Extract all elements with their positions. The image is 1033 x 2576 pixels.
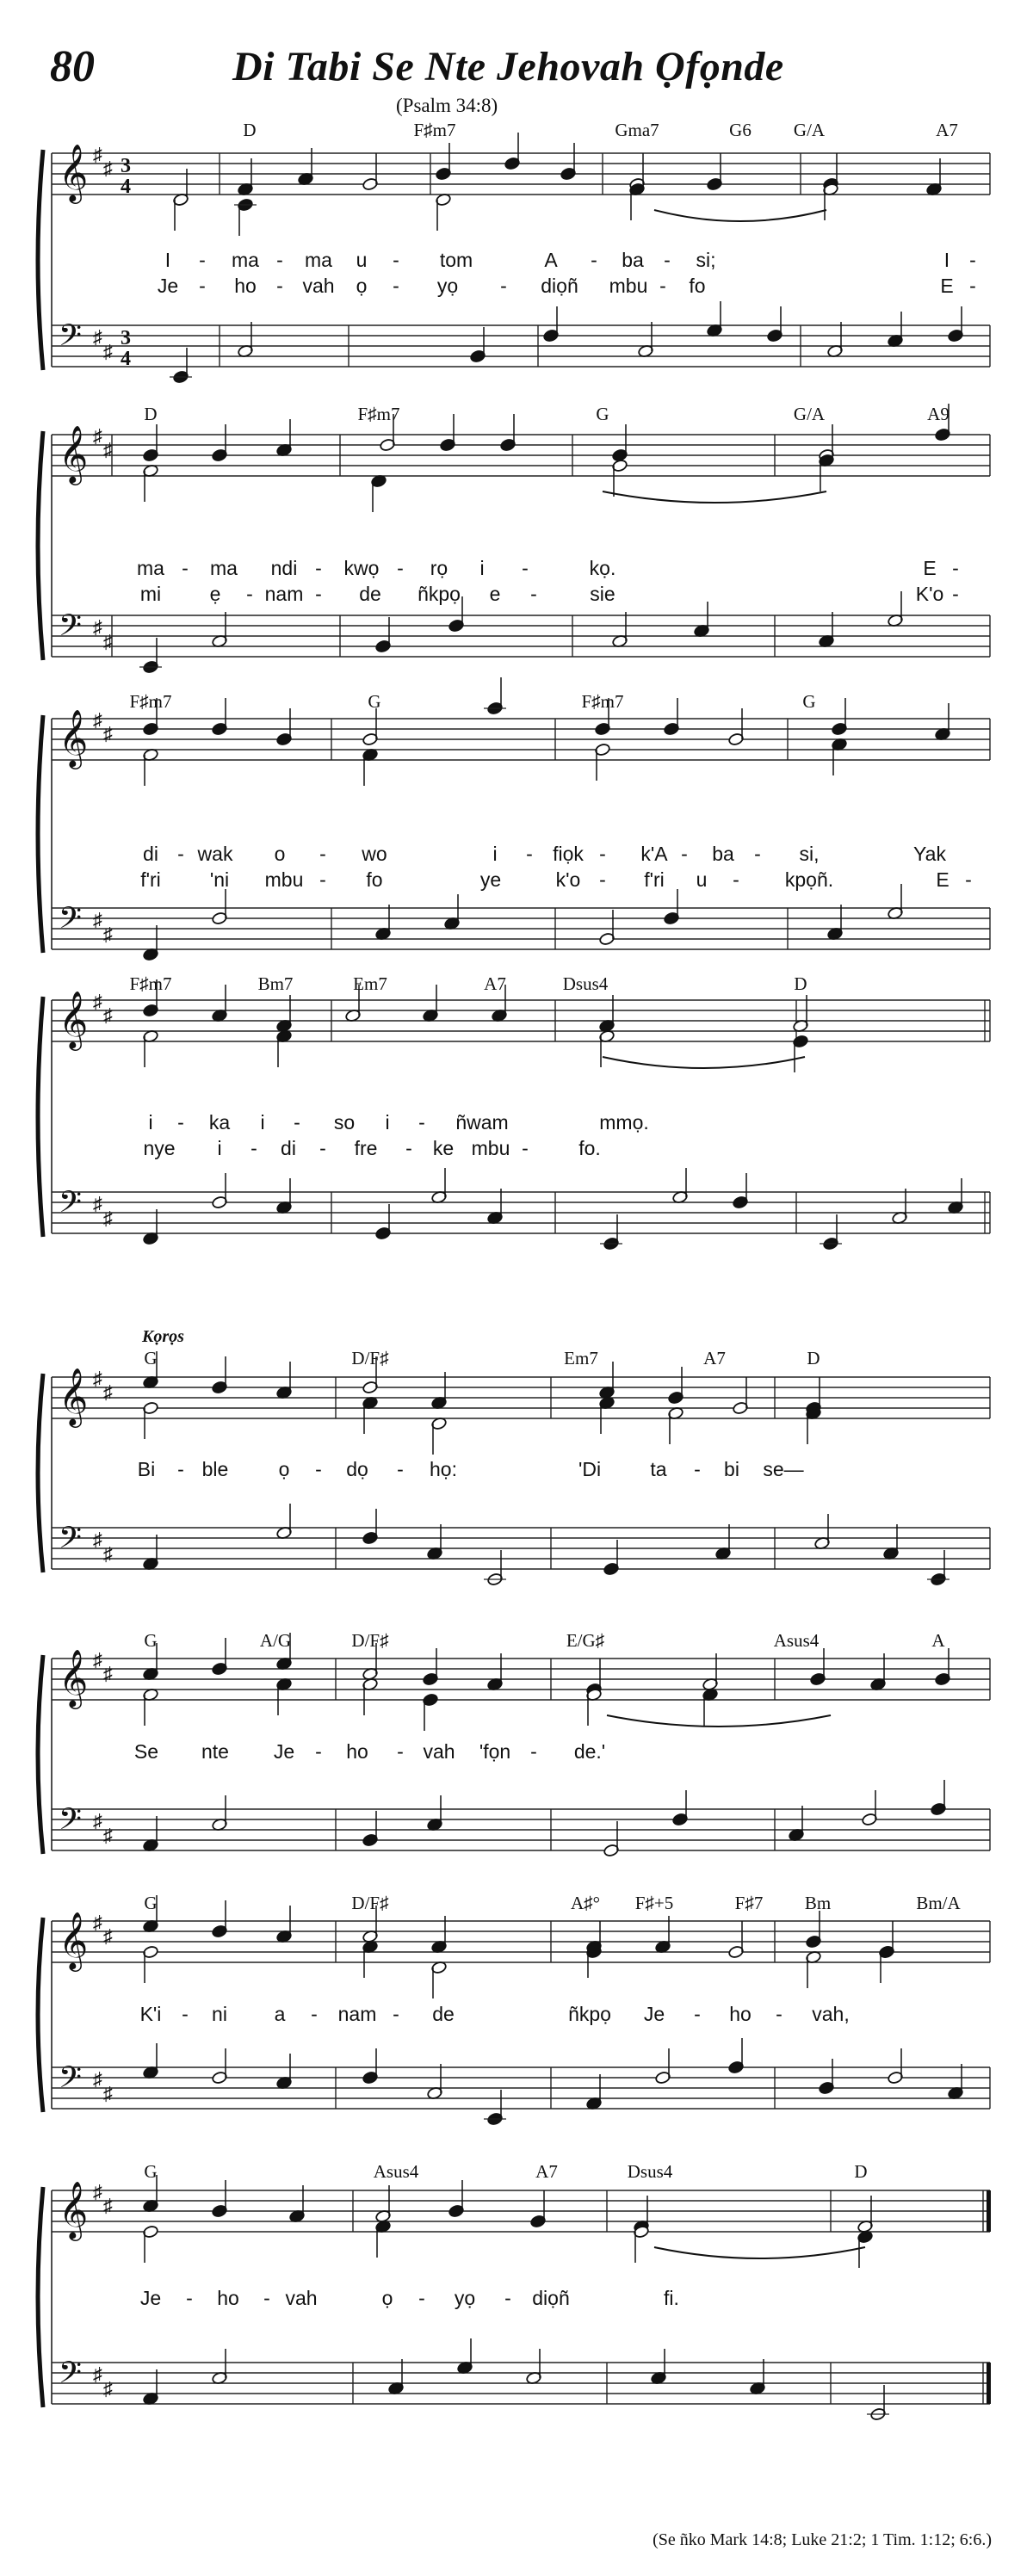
lyric-syllable-verse1: I — [943, 249, 950, 271]
treble-staff — [52, 709, 990, 769]
lyric-syllable-verse1: nte — [201, 1740, 229, 1763]
lyric-syllable-verse1: ba — [622, 249, 644, 271]
lyric-syllable-verse1: - — [294, 1111, 300, 1134]
time-signature-bottom: 4 — [121, 348, 131, 370]
lyric-syllable-verse2: 'ni — [209, 868, 230, 891]
treble-staff — [52, 1368, 990, 1428]
lyric-syllable-verse2: ẹ — [209, 583, 221, 605]
lyric-syllable-verse2: E — [940, 275, 954, 297]
sharp-icon: ♯ — [93, 1649, 102, 1671]
chord-symbol: D — [794, 973, 807, 994]
tie-arc — [654, 210, 826, 221]
sharp-icon: ♯ — [103, 158, 113, 179]
lyric-syllable-verse1: - — [315, 1458, 322, 1480]
lyric-syllable-verse1: - — [177, 1458, 184, 1480]
lyric-syllable-verse1: vah — [285, 2287, 318, 2309]
lyric-syllable-verse1: 'Di — [578, 1458, 602, 1480]
chord-symbol: F♯m7 — [357, 404, 400, 424]
sharp-icon: ♯ — [103, 2195, 113, 2216]
chord-symbol: G/A — [793, 120, 826, 140]
lyric-syllable-verse1: - — [591, 249, 597, 271]
chord-symbol: G6 — [729, 120, 752, 140]
lyric-syllable-verse1: kwọ — [343, 557, 380, 579]
sharp-icon: ♯ — [103, 1543, 113, 1565]
sharp-icon: ♯ — [93, 1193, 102, 1214]
lyric-syllable-verse2: - — [599, 868, 606, 891]
tie-arc — [654, 2247, 865, 2258]
lyric-syllable-verse1: si, — [799, 843, 820, 865]
chord-symbol: A/G — [259, 1630, 292, 1651]
time-signature-top: 3 — [121, 155, 131, 177]
bass-clef-icon: 𝄢 — [59, 903, 83, 942]
lyric-syllable-verse1: - — [681, 843, 688, 865]
lyric-syllable-verse1: E — [923, 557, 937, 579]
system-6 — [38, 1633, 990, 1857]
lyric-syllable-verse2: mbu — [264, 868, 304, 891]
lyric-syllable-verse2: mbu — [609, 275, 648, 297]
chord-symbol: F♯m7 — [581, 691, 624, 712]
lyric-syllable-verse2: i — [217, 1137, 222, 1159]
lyric-syllable-verse2: fo — [689, 275, 706, 297]
brace-icon — [38, 997, 43, 1237]
lyric-syllable-verse1: ọ — [381, 2287, 393, 2309]
lyric-syllable-verse1: dọ — [346, 1458, 368, 1480]
lyric-syllable-verse2: - — [733, 868, 739, 891]
treble-clef-icon: 𝄞 — [59, 991, 89, 1047]
chord-symbol: E/G♯ — [566, 1630, 605, 1651]
lyric-syllable-verse2: de — [359, 583, 381, 605]
lyric-syllable-verse2: ho — [234, 275, 257, 297]
bass-clef-icon: 𝄢 — [59, 610, 83, 650]
lyric-syllable-verse1: rọ — [430, 557, 448, 579]
lyric-syllable-verse1: - — [311, 2003, 318, 2025]
chord-symbol: Bm7 — [257, 973, 294, 994]
lyric-syllable-verse2: - — [952, 583, 959, 605]
chord-symbol: A♯° — [570, 1893, 601, 1913]
lyric-syllable-verse1: k'A — [640, 843, 668, 865]
chord-symbol: D — [807, 1348, 820, 1368]
lyric-syllable-verse1: - — [397, 1458, 404, 1480]
chord-symbol: D/F♯ — [351, 1630, 389, 1651]
chord-symbol: A — [931, 1630, 945, 1651]
lyric-syllable-verse1: - — [599, 843, 606, 865]
lyric-syllable-verse1: ñwam — [455, 1111, 509, 1134]
bass-staff — [52, 1804, 990, 1850]
lyric-syllable-verse2: K'o — [915, 583, 944, 605]
lyric-syllable-verse1: - — [182, 557, 189, 579]
lyric-syllable-verse2: k'o — [555, 868, 581, 891]
lyric-syllable-verse2: - — [319, 868, 326, 891]
sharp-icon: ♯ — [103, 631, 113, 652]
lyric-syllable-verse2: - — [405, 1137, 412, 1159]
system-3 — [38, 677, 990, 961]
hymn-title: Di Tabi Se Nte Jehovah Ọfọnde — [232, 44, 784, 90]
sharp-icon: ♯ — [103, 2083, 113, 2104]
treble-clef-icon: 𝄞 — [59, 145, 89, 201]
lyric-syllable-verse1: fi. — [664, 2287, 679, 2309]
lyric-syllable-verse2: - — [530, 583, 537, 605]
lyric-syllable-verse1: ma — [210, 557, 238, 579]
sharp-icon: ♯ — [103, 1825, 113, 1846]
lyric-syllable-verse1: - — [504, 2287, 511, 2309]
lyric-syllable-verse1: - — [694, 2003, 701, 2025]
lyric-syllable-verse1: A — [544, 249, 558, 271]
lyric-syllable-verse1: - — [319, 843, 326, 865]
lyric-syllable-verse1: - — [418, 1111, 425, 1134]
lyric-syllable-verse1: ndi — [270, 557, 298, 579]
lyric-syllable-verse1: ọ — [278, 1458, 290, 1480]
lyric-syllable-verse1: Je — [273, 1740, 295, 1763]
chord-symbol: G — [144, 1630, 158, 1651]
lyric-syllable-verse1: u — [356, 249, 368, 271]
lyric-syllable-verse1: - — [952, 557, 959, 579]
treble-staff — [52, 1912, 990, 1972]
lyric-syllable-verse2: - — [199, 275, 206, 297]
sharp-icon: ♯ — [93, 2363, 102, 2385]
chord-symbol: F♯7 — [734, 1893, 764, 1913]
chord-symbol: Dsus4 — [562, 973, 609, 994]
treble-staff — [52, 991, 990, 1051]
lyric-syllable-verse2: - — [659, 275, 666, 297]
sharp-icon: ♯ — [103, 723, 113, 744]
sharp-icon: ♯ — [103, 1004, 113, 1026]
bass-clef-icon: 𝄢 — [59, 2062, 83, 2102]
lyric-syllable-verse1: họ: — [430, 1458, 457, 1480]
treble-staff — [52, 425, 990, 485]
lyric-syllable-verse2: kpọñ. — [784, 868, 834, 891]
lyric-syllable-verse2: - — [315, 583, 322, 605]
sharp-icon: ♯ — [103, 341, 113, 362]
lyric-syllable-verse1: - — [397, 557, 404, 579]
chord-symbol: F♯m7 — [413, 120, 456, 140]
chord-symbol: D — [854, 2161, 868, 2182]
lyric-syllable-verse1: si; — [696, 249, 716, 271]
lyric-syllable-verse2: f'ri — [644, 868, 665, 891]
tie-arc — [607, 1715, 831, 1727]
sharp-icon: ♯ — [93, 2181, 102, 2202]
bass-staff — [52, 610, 990, 657]
lyric-syllable-verse2: - — [393, 275, 399, 297]
lyric-syllable-verse1: bi — [724, 1458, 739, 1480]
lyric-syllable-verse1: mmọ. — [599, 1111, 649, 1134]
chord-symbol: F♯m7 — [129, 691, 172, 712]
lyric-syllable-verse2: yọ — [436, 275, 459, 297]
bass-clef-icon: 𝄢 — [59, 2357, 83, 2397]
lyric-syllable-verse1: Bi — [137, 1458, 156, 1480]
lyric-syllable-verse2: - — [965, 868, 972, 891]
lyric-syllable-verse1: vah, — [812, 2003, 850, 2025]
lyric-syllable-verse1: kọ. — [589, 557, 616, 579]
lyric-syllable-verse2: fo — [366, 868, 383, 891]
sharp-icon: ♯ — [93, 1529, 102, 1550]
bass-staff — [52, 2357, 991, 2404]
system-8 — [38, 2175, 991, 2421]
chord-symbol: D/F♯ — [351, 1348, 389, 1368]
lyric-syllable-verse1: so — [333, 1111, 356, 1134]
brace-icon — [38, 2187, 43, 2407]
lyric-syllable-verse2: fo. — [578, 1137, 601, 1159]
bass-clef-icon: 𝄢 — [59, 320, 83, 360]
brace-icon — [38, 1655, 43, 1854]
lyric-syllable-verse1: yọ — [454, 2287, 476, 2309]
treble-staff — [52, 144, 990, 204]
lyric-syllable-verse1: ble — [201, 1458, 229, 1480]
lyric-syllable-verse2: ñkpọ — [418, 583, 461, 605]
chord-symbol: A7 — [484, 973, 506, 994]
lyric-syllable-verse1: i — [479, 557, 485, 579]
lyric-syllable-verse2: nye — [143, 1137, 176, 1159]
lyric-syllable-verse1: de — [432, 2003, 455, 2025]
lyric-syllable-verse1: 'fọn — [479, 1740, 511, 1763]
sharp-icon: ♯ — [93, 1912, 102, 1933]
lyric-syllable-verse1: i — [492, 843, 498, 865]
chord-symbol: F♯m7 — [129, 973, 172, 994]
sharp-icon: ♯ — [93, 1368, 102, 1389]
lyric-syllable-verse2: mi — [139, 583, 162, 605]
sharp-icon: ♯ — [103, 1663, 113, 1684]
lyric-syllable-verse2: - — [251, 1137, 257, 1159]
lyric-syllable-verse1: K'i — [139, 2003, 162, 2025]
bass-clef-icon: 𝄢 — [59, 1187, 83, 1226]
lyric-syllable-verse2: sie — [590, 583, 615, 605]
treble-clef-icon: 𝄞 — [59, 710, 89, 766]
treble-staff — [52, 1649, 990, 1709]
chord-symbol: A7 — [535, 2161, 558, 2182]
tie-arc — [603, 1057, 805, 1068]
lyric-syllable-verse1: ni — [212, 2003, 227, 2025]
lyric-syllable-verse2: nam — [264, 583, 304, 605]
lyric-syllable-verse2: f'ri — [140, 868, 161, 891]
lyric-syllable-verse1: i — [148, 1111, 153, 1134]
lyric-syllable-verse1: ka — [208, 1111, 231, 1134]
lyric-syllable-verse2: ye — [479, 868, 502, 891]
lyric-syllable-verse1: - — [397, 1740, 404, 1763]
chord-symbol: G — [144, 1893, 158, 1913]
lyric-syllable-verse1: - — [182, 2003, 189, 2025]
tie-arc — [603, 491, 826, 503]
final-bar-line — [987, 2363, 991, 2404]
hymn-number: 80 — [50, 42, 95, 91]
treble-clef-icon: 𝄞 — [59, 1650, 89, 1706]
lyric-syllable-verse2: di — [281, 1137, 296, 1159]
lyric-syllable-verse1: - — [393, 2003, 399, 2025]
lyric-syllable-verse1: ma — [232, 249, 259, 271]
lyric-syllable-verse1: - — [186, 2287, 193, 2309]
chord-symbol: F♯+5 — [634, 1893, 674, 1913]
lyric-syllable-verse2: - — [246, 583, 253, 605]
lyric-syllable-verse2: fre — [354, 1137, 378, 1159]
lyric-syllable-verse1: - — [530, 1740, 537, 1763]
lyric-syllable-verse1: ta — [650, 1458, 667, 1480]
sharp-icon: ♯ — [93, 144, 102, 165]
lyric-syllable-verse1: ho — [217, 2287, 239, 2309]
chord-symbol: G — [144, 1348, 158, 1368]
bass-clef-icon: 𝄢 — [59, 1804, 83, 1844]
lyric-syllable-verse1: - — [263, 2287, 270, 2309]
lyric-syllable-verse2: mbu — [471, 1137, 510, 1159]
lyric-syllable-verse2: E — [936, 868, 949, 891]
lyric-syllable-verse1: - — [276, 249, 283, 271]
sharp-icon: ♯ — [103, 439, 113, 460]
chord-symbol: G — [368, 691, 381, 712]
lyric-syllable-verse1: di — [143, 843, 158, 865]
sharp-icon: ♯ — [93, 991, 102, 1012]
lyric-syllable-verse1: ma — [137, 557, 164, 579]
sharp-icon: ♯ — [103, 1925, 113, 1947]
lyric-syllable-verse1: wo — [362, 843, 387, 865]
chord-symbol: G — [802, 691, 816, 712]
chord-symbol: G — [144, 2161, 158, 2182]
lyric-syllable-verse1: nam — [337, 2003, 377, 2025]
lyric-syllable-verse2: - — [276, 275, 283, 297]
lyric-syllable-verse1: tom — [439, 249, 473, 271]
lyric-syllable-verse1: de.' — [573, 1740, 606, 1763]
lyric-syllable-verse1: - — [199, 249, 206, 271]
bass-staff — [52, 903, 990, 949]
sharp-icon: ♯ — [93, 616, 102, 638]
chord-symbol: A7 — [936, 120, 958, 140]
lyric-syllable-verse1: i — [385, 1111, 390, 1134]
chord-symbol: Bm/A — [916, 1893, 961, 1913]
lyric-syllable-verse1: ho — [346, 1740, 368, 1763]
chord-symbol: Em7 — [353, 973, 387, 994]
lyric-syllable-verse1: - — [393, 249, 399, 271]
chord-symbol: Dsus4 — [627, 2161, 673, 2182]
lyric-syllable-verse1: Yak — [913, 843, 946, 865]
bass-staff — [52, 2062, 990, 2109]
lyric-syllable-verse1: Je — [139, 2287, 162, 2309]
sharp-icon: ♯ — [103, 1208, 113, 1229]
sharp-icon: ♯ — [103, 2378, 113, 2400]
lyric-syllable-verse2: - — [522, 1137, 529, 1159]
lyric-syllable-verse1: ma — [305, 249, 332, 271]
lyric-syllable-verse1: - — [177, 843, 184, 865]
bass-staff — [52, 1187, 990, 1233]
lyric-syllable-verse1: - — [969, 249, 976, 271]
brace-icon — [38, 150, 43, 370]
treble-staff — [52, 2181, 991, 2241]
time-signature-bottom: 4 — [121, 176, 131, 198]
treble-clef-icon: 𝄞 — [59, 2182, 89, 2238]
chord-symbol: G — [596, 404, 609, 424]
lyric-syllable-verse1: - — [315, 557, 322, 579]
bass-staff — [52, 1523, 990, 1569]
bass-clef-icon: 𝄢 — [59, 1523, 83, 1562]
chord-symbol: A9 — [927, 404, 949, 424]
treble-clef-icon: 𝄞 — [59, 1368, 89, 1424]
chord-symbol: A7 — [703, 1348, 726, 1368]
lyric-syllable-verse1: se— — [763, 1458, 804, 1480]
lyric-syllable-verse2: u — [696, 868, 708, 891]
lyric-syllable-verse1: ho — [729, 2003, 752, 2025]
lyric-syllable-verse1: - — [177, 1111, 184, 1134]
lyric-syllable-verse1: diọñ — [532, 2287, 570, 2309]
lyric-syllable-verse1: wak — [197, 843, 233, 865]
sharp-icon: ♯ — [93, 909, 102, 930]
lyric-syllable-verse1: - — [315, 1740, 322, 1763]
lyric-syllable-verse2: Je — [157, 275, 179, 297]
chord-symbol: D — [144, 404, 158, 424]
sharp-icon: ♯ — [93, 1810, 102, 1832]
brace-icon — [38, 715, 43, 953]
chord-symbol: D — [243, 120, 257, 140]
lyric-syllable-verse1: o — [274, 843, 286, 865]
brace-icon — [38, 1918, 43, 2112]
lyric-syllable-verse2: ọ — [356, 275, 368, 297]
chord-symbol: G/A — [793, 404, 826, 424]
lyric-syllable-verse1: - — [664, 249, 671, 271]
brace-icon — [38, 431, 43, 660]
lyric-syllable-verse1: - — [522, 557, 529, 579]
lyric-syllable-verse1: Je — [643, 2003, 665, 2025]
lyric-syllable-verse1: - — [526, 843, 533, 865]
lyric-syllable-verse1: i — [260, 1111, 265, 1134]
lyric-syllable-verse1: - — [694, 1458, 701, 1480]
lyric-syllable-verse1: vah — [423, 1740, 455, 1763]
time-signature-top: 3 — [121, 327, 131, 349]
lyric-syllable-verse2: diọñ — [541, 275, 578, 297]
chord-symbol: Asus4 — [773, 1630, 820, 1651]
lyric-syllable-verse1: - — [418, 2287, 425, 2309]
chord-symbol: Gma7 — [615, 120, 659, 140]
sharp-icon: ♯ — [93, 326, 102, 348]
scripture-reference: (Psalm 34:8) — [396, 95, 498, 116]
treble-clef-icon: 𝄞 — [59, 1912, 89, 1968]
lyric-syllable-verse1: - — [776, 2003, 782, 2025]
lyric-syllable-verse2: vah — [302, 275, 335, 297]
lyric-syllable-verse1: I — [164, 249, 171, 271]
chord-symbol: Asus4 — [373, 2161, 419, 2182]
lyric-syllable-verse1: ñkpọ — [568, 2003, 611, 2025]
sharp-icon: ♯ — [93, 425, 102, 447]
sharp-icon: ♯ — [103, 924, 113, 945]
chord-symbol: D/F♯ — [351, 1893, 389, 1913]
lyric-syllable-verse1: ba — [712, 843, 734, 865]
system-1 — [38, 133, 990, 384]
chord-symbol: Bm — [804, 1893, 832, 1913]
sharp-icon: ♯ — [93, 2068, 102, 2090]
lyric-syllable-verse2: - — [319, 1137, 326, 1159]
lyric-syllable-verse1: - — [754, 843, 761, 865]
chord-symbol: Em7 — [564, 1348, 598, 1368]
lyric-syllable-verse1: Se — [133, 1740, 159, 1763]
brace-icon — [38, 1374, 43, 1572]
lyric-syllable-verse2: e — [489, 583, 501, 605]
bass-staff — [52, 320, 990, 370]
lyric-syllable-verse1: a — [274, 2003, 286, 2025]
section-label: Kọrọs — [142, 1327, 184, 1346]
sharp-icon: ♯ — [93, 709, 102, 731]
lyric-syllable-verse2: - — [500, 275, 507, 297]
final-bar-line — [987, 2190, 991, 2232]
treble-clef-icon: 𝄞 — [59, 426, 89, 482]
cross-references: (Se ñko Mark 14:8; Luke 21:2; 1 Tim. 1:12; 6:6.) — [653, 2530, 992, 2549]
lyric-syllable-verse2: - — [969, 275, 976, 297]
lyric-syllable-verse2: ke — [432, 1137, 455, 1159]
sharp-icon: ♯ — [103, 1381, 113, 1403]
lyric-syllable-verse1: fiọk — [553, 843, 584, 865]
system-2 — [38, 404, 990, 674]
